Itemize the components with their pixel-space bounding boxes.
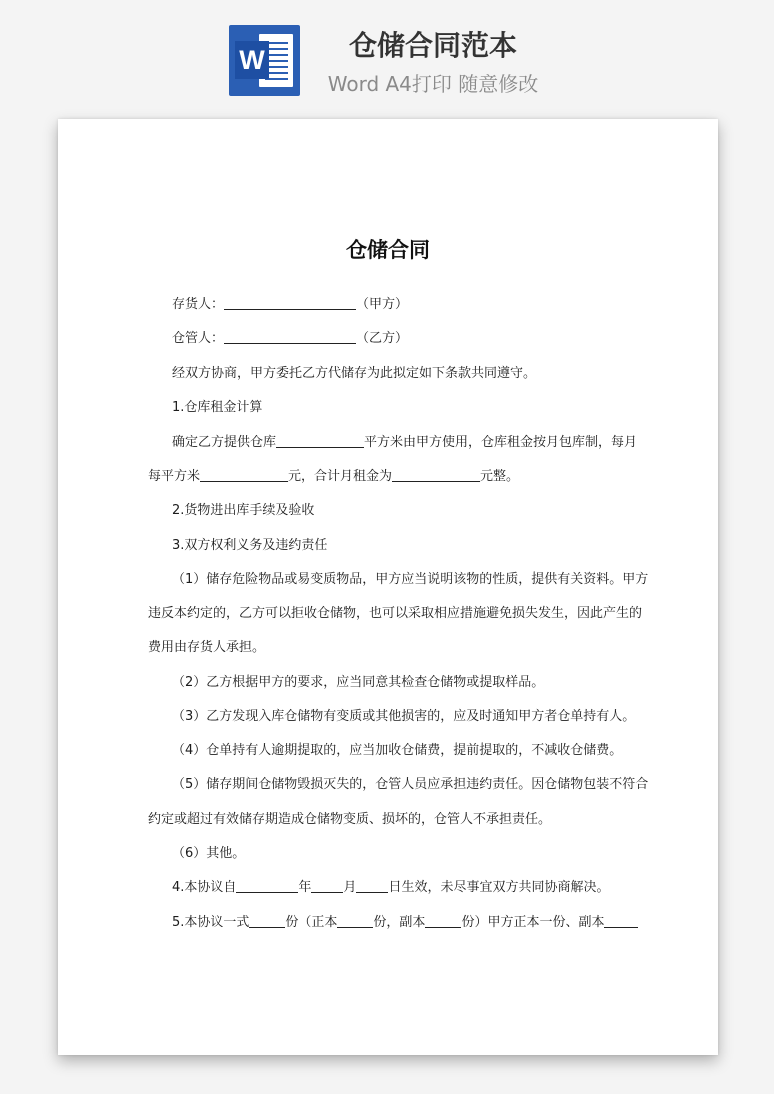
word-letter: W: [235, 41, 269, 79]
keeper-role: （乙方）: [356, 331, 409, 346]
clause-3: （3）乙方发现入库仓储物有变质或其他损害的，应及时通知甲方者仓单持有人。: [172, 709, 636, 724]
section-5-text-b: 份（正本: [285, 915, 338, 930]
monthly-rent-blank[interactable]: [392, 468, 480, 482]
duplicate-copies-blank[interactable]: [425, 914, 461, 928]
depositor-role: （甲方）: [356, 297, 409, 312]
section-3-title: 3.双方权利义务及违约责任: [172, 538, 328, 553]
clause-4: （4）仓单持有人逾期提取的，应当加收仓储费，提前提取的，不减收仓储费。: [172, 743, 623, 758]
section-5: [172, 914, 638, 932]
section-1-text-c: 每平方米: [148, 469, 201, 484]
clause-1-line-3: 费用由存货人承担。: [148, 640, 266, 655]
clause-5-line-2: 约定或超过有效储存期造成仓储物变质、损坏的，仓管人不承担责任。: [148, 812, 552, 827]
section-4-text-a: 4.本协议自: [172, 880, 237, 895]
unit-price-blank[interactable]: [200, 468, 288, 482]
intro-paragraph: 经双方协商，甲方委托乙方代储存为此拟定如下条款共同遵守。: [172, 366, 537, 381]
clause-5-line-1: （5）储存期间仓储物毁损灭失的，仓管人员应承担违约责任。因仓储物包装不符合: [172, 777, 649, 792]
section-4: [172, 879, 609, 897]
header-title: 仓储合同范本: [348, 29, 517, 62]
keeper-line: [172, 330, 408, 348]
section-4-text-d: 日生效，未尽事宜双方共同协商解决。: [388, 880, 610, 895]
header-subtitle: Word A4打印 随意修改: [327, 72, 539, 96]
section-4-text-b: 年: [298, 880, 312, 895]
area-blank[interactable]: [276, 434, 364, 448]
page-header: [0, 0, 774, 118]
clause-1-line-1: （1）储存危险物品或易变质物品，甲方应当说明该物的性质，提供有关资料。甲方: [172, 572, 649, 587]
depositor-label: 存货人：: [172, 297, 225, 312]
keeper-blank[interactable]: [224, 330, 356, 344]
section-1-line-1: [172, 434, 637, 452]
keeper-label: 仓管人：: [172, 331, 225, 346]
month-blank[interactable]: [311, 879, 343, 893]
document-title: 仓储合同: [346, 238, 430, 262]
year-blank[interactable]: [236, 879, 298, 893]
word-icon: [229, 25, 300, 96]
clause-1-line-2: 违反本约定的，乙方可以拒收仓储物，也可以采取相应措施避免损失发生，因此产生的: [148, 606, 643, 621]
depositor-line: [172, 296, 408, 314]
section-4-text-c: 月: [343, 880, 357, 895]
clause-6: （6）其他。: [172, 846, 246, 861]
section-1-text-a: 确定乙方提供仓库: [172, 435, 277, 450]
section-1-line-2: [148, 468, 519, 486]
section-5-text-c: 份，副本: [373, 915, 426, 930]
section-2-title: 2.货物进出库手续及验收: [172, 503, 315, 518]
party-a-duplicate-blank[interactable]: [604, 914, 638, 928]
document-page: [58, 119, 718, 1055]
original-copies-blank[interactable]: [337, 914, 373, 928]
copies-blank[interactable]: [249, 914, 285, 928]
section-5-text-a: 5.本协议一式: [172, 915, 250, 930]
section-1-text-d: 元，合计月租金为: [288, 469, 393, 484]
section-5-text-d: 份）甲方正本一份、副本: [461, 915, 605, 930]
clause-2: （2）乙方根据甲方的要求，应当同意其检查仓储物或提取样品。: [172, 675, 545, 690]
depositor-blank[interactable]: [224, 296, 356, 310]
section-1-text-e: 元整。: [480, 469, 520, 484]
section-1-text-b: 平方米由甲方使用，仓库租金按月包库制，每月: [364, 435, 638, 450]
section-1-title: 1.仓库租金计算: [172, 400, 263, 415]
day-blank[interactable]: [356, 879, 388, 893]
